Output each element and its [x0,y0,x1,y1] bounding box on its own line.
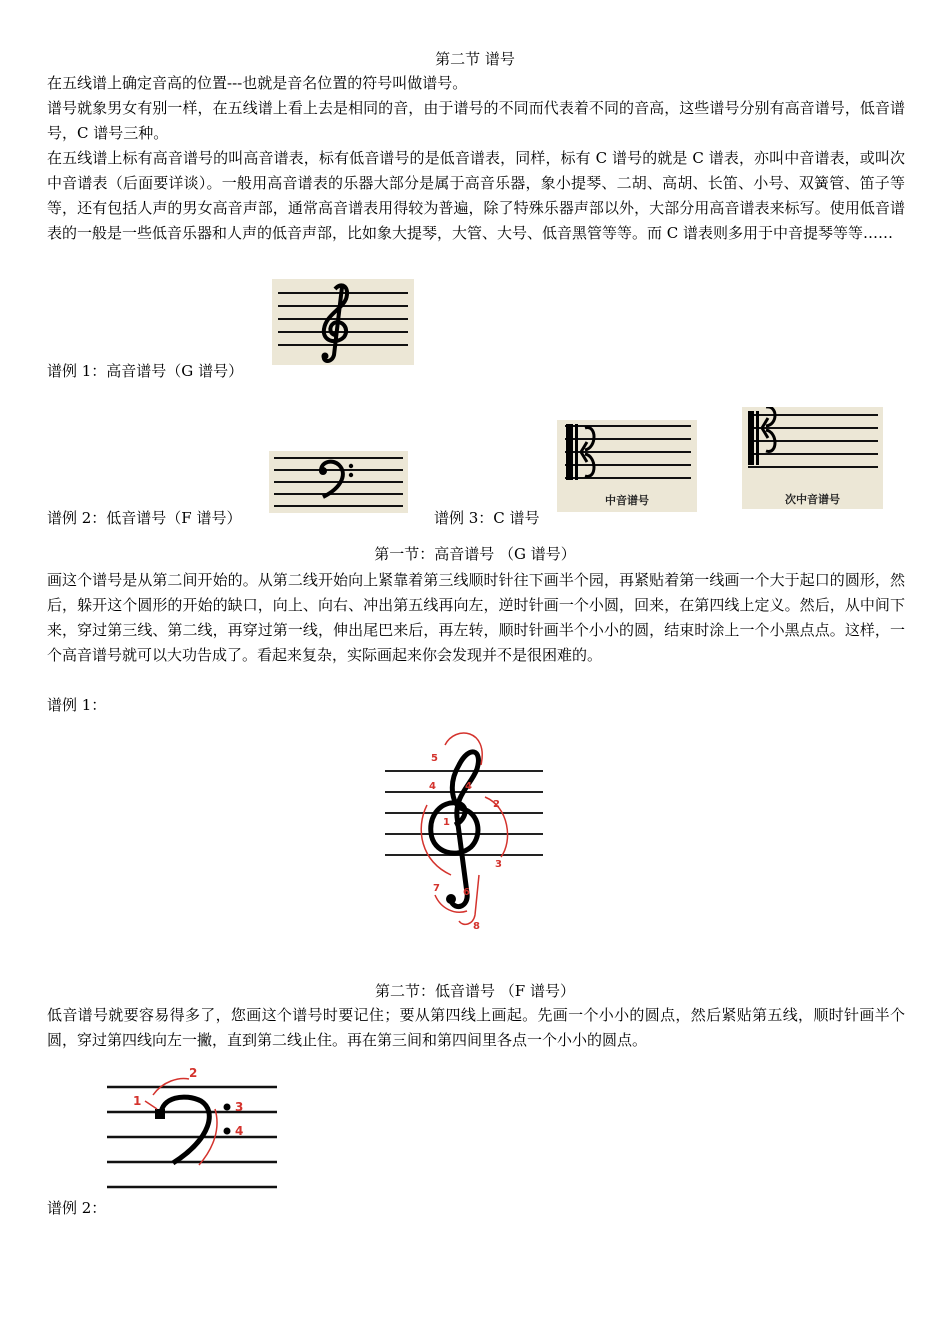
step-number: 2 [493,799,500,810]
step-number: 1 [443,817,450,828]
step-number: 7 [433,883,440,894]
intro-paragraph-3: 在五线谱上标有高音谱号的叫高音谱表，标有低音谱号的是低音谱表，同样，标有 C 谱号的就是 C 谱表，亦叫中音谱表，或叫次中音谱表（后面要详谈）。一般用高音谱表的乐器大部分是属于高音乐器，象小提琴、二胡、高胡、长笛、小号、双簧管、笛子等等，还有包括人声的男女高音声部，通常高音谱表用得较为普遍，除了特殊乐器声部以外，大部分用高音谱表来标写。使用低音谱表的一般是一些低音乐器和人声的低音声部，比如象大提琴，大管、大号、低音黑管等等。而 C 谱表则多用于中音提琴等等…… [47,149,905,242]
bass-clef-drawing-diagram [105,1065,280,1190]
step-number: 8 [473,921,480,932]
bass-clef-image [269,451,408,513]
step-number: 4 [465,781,472,792]
treble-section-title: 第一节：高音谱号 （G 谱号） [374,545,576,563]
example-2-caption: 谱例 2：低音谱号（F 谱号） [47,509,242,527]
step-number: 5 [431,753,438,764]
bass-clef-icon [321,462,343,497]
step-number: 2 [189,1066,198,1080]
treble-example-label: 谱例 1： [47,696,107,714]
example-1-caption: 谱例 1：高音谱号（G 谱号） [47,362,244,380]
alto-clef-image [557,420,697,512]
tenor-clef-image [742,407,883,509]
bass-example-label: 谱例 2： [47,1199,107,1217]
step-number: 6 [463,887,470,898]
step-number: 4 [429,781,436,792]
treble-section-body: 画这个谱号是从第二间开始的。从第二线开始向上紧靠着第三线顺时针往下画半个园，再紧贴着第一线画一个大于起口的圆形，然后，躲开这个圆形的开始的缺口，向上、向右、冲出第五线再向左，逆时针画一个小圆，回来，在第四线上定义。然后，从中间下来，穿过第三线、第二线，再穿过第一线，伸出尾巴来后，再左转，顺时针画半个小小的圆，结束时涂上一个小黑点点。这样，一个高音谱号就可以大功告成了。看起来复杂，实际画起来你会发现并不是很困难的。 [47,571,905,664]
example-3-caption: 谱例 3：C 谱号 [434,509,540,527]
treble-clef-drawing-diagram [385,725,545,935]
page-title: 第二节 谱号 [435,50,515,68]
intro-paragraph-1: 在五线谱上确定音高的位置---也就是音名位置的符号叫做谱号。 [47,74,468,92]
step-number: 3 [495,859,502,870]
intro-paragraph-2: 谱号就象男女有别一样，在五线谱上看上去是相同的音，由于谱号的不同而代表着不同的音高，这些谱号分别有高音谱号，低音谱号，C 谱号三种。 [47,99,905,142]
bass-section-title: 第二节：低音谱号 （F 谱号） [375,982,575,1000]
step-number: 1 [133,1094,142,1108]
tenor-clef-label: 次中音谱号 [785,493,840,506]
alto-clef-label: 中音谱号 [605,494,649,507]
bass-section-body: 低音谱号就要容易得多了，您画这个谱号时要记住；要从第四线上画起。先画一个小小的圆点，然后紧贴第五线，顺时针画半个圆，穿过第四线向左一撇，直到第二线止住。再在第三间和第四间里各点一个小小的圆点。 [47,1006,905,1049]
treble-clef-icon [324,285,347,361]
step-number: 4 [235,1124,244,1138]
step-number: 3 [235,1100,244,1114]
treble-clef-image [272,279,414,365]
